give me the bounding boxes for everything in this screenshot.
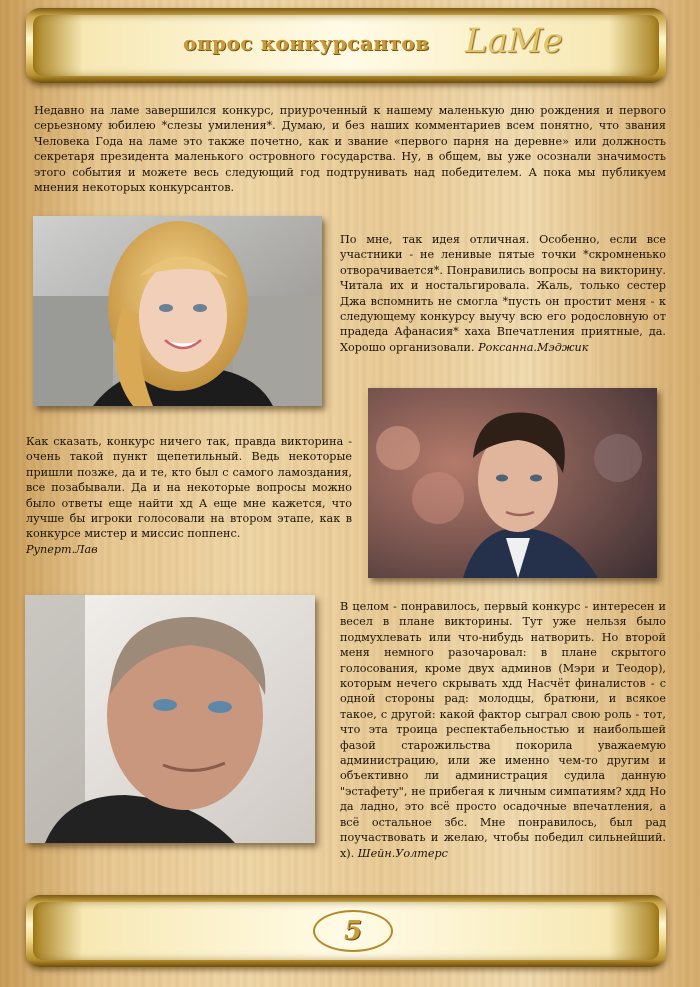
intro-paragraph: Недавно на ламе завершился конкурс, приуроченный к нашему маленькую дню рождения и первого серьезному юбилею *слезы умиления*. Думаю, и без наших комментариев всем понятно, что звания Человека Года на ламе это также почетно, как и звание «первого парня на деревне» или должность секретаря президента маленького островного государства. Ну, в общем, вы уже осознали значимость этого события и можете весь следующий год подтрунивать над победителем. А пока мы публикуем мнения некоторых конкурсантов. (34, 104, 666, 195)
photo-roxanna (33, 216, 322, 406)
review-rupert (26, 434, 352, 557)
review-text: В целом - понравилось, первый конкурс - интересен и весел в плане викторины. Тут уже нельзя было подмухлевать или что-нибудь натворить. Но второй меня немного разочаровал: в плане скрытого голосования, кроме двух админов (Мэри и Теодор), которым нечего скрывать хдд Насчёт финалистов - с одной стороны рад: молодцы, братюни, и всякое такое, с другой: какой фактор сыграл свою роль - тот, что эта троица респектабельностью и наибольшей фазой старожильства покорила уважаемую администрацию, или же именно чем-то другим и объективно ли администрация судила данную "эстафету", не прибегая к личным симпатиям? хдд Но да ладно, это всё просто осадочные впечатления, а всё остальное збс. Мне понравилось, был рад поучаствовать и желаю, чтобы победил сильнейший. х). (340, 600, 666, 860)
review-author: Шейн.Уолтерс (357, 846, 448, 860)
footer-banner (26, 895, 666, 967)
header-banner-inner (33, 15, 659, 76)
review-text: Как сказать, конкурс ничего так, правда викторина - очень такой пункт щепетильный. Ведь некоторые пришли позже, да и те, кто был с самого ламоздания, все позабывали. Да и на некоторые вопросы можно было ответы еще найти хд А еще мне кажется, что лучше бы игроки голосовали на втором этапе, как в конкурсе мистер и миссис поппенс. (26, 435, 352, 541)
page-number: 5 (313, 910, 393, 952)
magazine-logo: LaMe (465, 21, 563, 61)
header-banner (26, 8, 666, 83)
review-author: Роксанна.Мэджик (478, 340, 589, 354)
review-shane (340, 599, 666, 861)
page-title: опрос конкурсантов (183, 31, 430, 55)
review-author: Руперт.Лав (26, 542, 98, 556)
review-roxanna (340, 232, 666, 355)
photo-shane (25, 595, 315, 843)
footer-banner-inner (33, 902, 659, 960)
photo-rupert (368, 388, 657, 578)
review-text: По мне, так идея отличная. Особенно, если все участники - не ленивые пятые точки *скромненько отворачивается*. Понравились вопросы на викторину. Читала их и ностальгировала. Жаль, только сестер Джа вспомнить не смогла *пусть он простит меня - к следующему конкурсу выучу всю его родословную от прадеда Афанасия* хаха Впечатления приятные, да. Хорошо организовали. (340, 233, 666, 354)
